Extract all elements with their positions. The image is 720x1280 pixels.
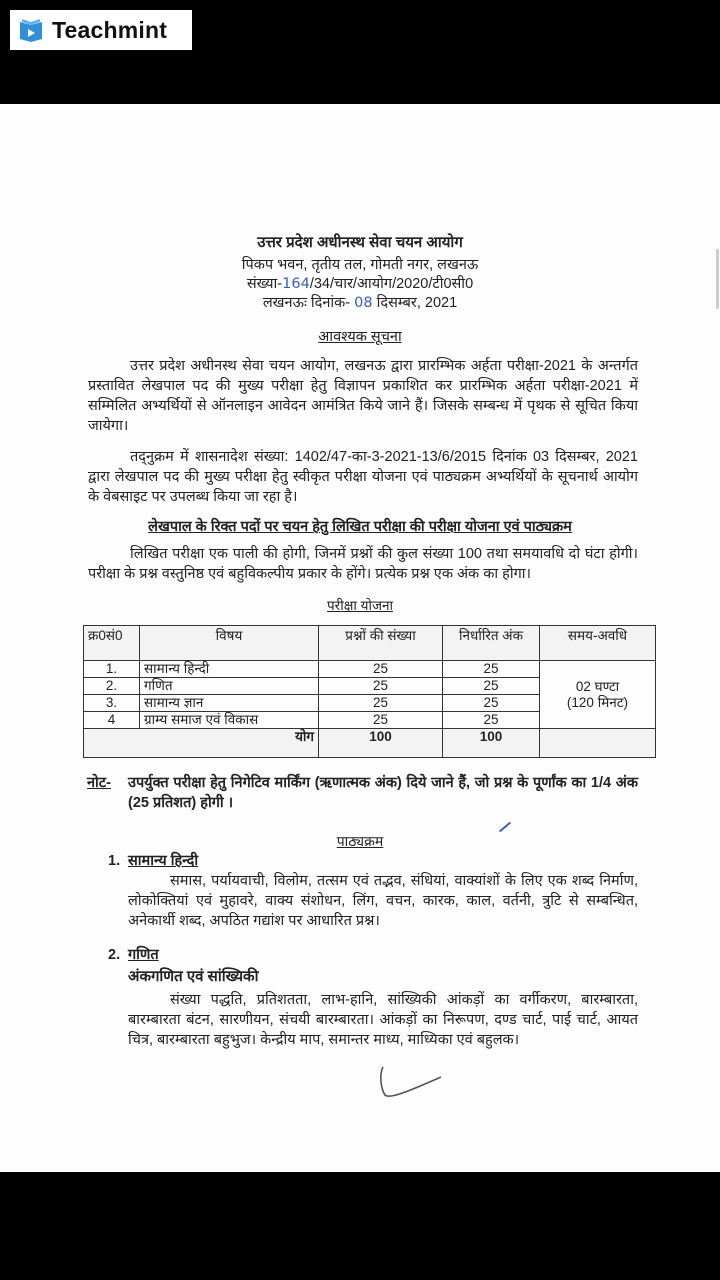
row-marks: 25 xyxy=(443,661,540,678)
table-header-row xyxy=(84,626,656,661)
book-play-icon xyxy=(18,17,44,43)
syllabus-item-text: समास, पर्यायवाची, विलोम, तत्सम एवं तद्भव, संधियां, वाक्यांशों के लिए एक शब्द निर्माण, लोकोक्तियां एवं मुहावरे, वाक्य संशोधन, लिंग, वचन, कारक, काल, वर्तनी, त्रुटि से सम्बन्धित, अनेकार्थी शब्द, अपठित गद्यांश पर आधारित प्रश्न। xyxy=(128,873,638,929)
total-marks: 100 xyxy=(443,729,540,758)
paragraph-1: उत्तर प्रदेश अधीनस्थ सेवा चयन आयोग, लखनऊ द्वारा प्रारम्भिक अर्हता परीक्षा-2021 के अन्तर्गत प्रस्तावित लेखपाल पद की मुख्य परीक्षा हेतु विज्ञापन प्रकाशित कर प्रारम्भिक अर्हता परीक्षा-2021 में सम्मिलित अभ्यर्थियों से ऑनलाइन आवेदन आमंत्रित किये जाने हैं। जिसके सम्बन्ध में पृथक से सूचित किया जायेगा। xyxy=(88,358,638,434)
syllabus-item-num: 2. xyxy=(108,947,121,963)
total-empty-cell xyxy=(540,729,656,758)
row-questions: 25 xyxy=(319,712,443,729)
date-prefix: लखनऊः दिनांक- xyxy=(262,295,351,311)
org-name: उत्तर प्रदेश अधीनस्थ सेवा चयन आयोग xyxy=(257,234,463,251)
table-title: परीक्षा योजना xyxy=(327,598,393,613)
syllabus-item-title: सामान्य हिन्दी xyxy=(128,853,199,869)
duration-cell xyxy=(540,661,656,729)
org-address: पिकप भवन, तृतीय तल, गोमती नगर, लखनऊ xyxy=(241,257,479,273)
paragraph-3: लिखित परीक्षा एक पाली की होगी, जिनमें प्रश्नों की कुल संख्या 100 तथा समयावधि दो घंटा होगी। परीक्षा के प्रश्न वस्तुनिष्ठ एवं बहुविकल्पीय प्रकार के होंगे। प्रत्येक प्रश्न एक अंक का होगा। xyxy=(88,546,638,582)
section-title: लेखपाल के रिक्त पदों पर चयन हेतु लिखित परीक्षा की परीक्षा योजना एवं पाठ्यक्रम xyxy=(148,519,572,535)
row-subject: सामान्य हिन्दी xyxy=(140,661,319,678)
header-duration: समय-अवधि xyxy=(540,626,656,661)
syllabus-item-text: संख्या पद्धति, प्रतिशतता, लाभ-हानि, सांख्यिकी आंकड़ों का वर्गीकरण, बारम्बारता, बारम्बारता बंटन, सारणीयन, संचयी बारम्बारता। आंकड़ों का निरूपण, दण्ड चार्ट, पाई चार्ट, आयत चित्र, बारम्बारता बहुभुज। केन्द्रीय माप, समान्तर माध्य, माध्यिका एवं बहुलक। xyxy=(128,992,638,1048)
syllabus-item-title: गणित xyxy=(128,947,159,963)
row-sn: 2. xyxy=(84,678,140,695)
ref-handwritten: 164 xyxy=(282,276,310,292)
total-label: योग xyxy=(84,729,319,758)
row-sn: 4 xyxy=(84,712,140,729)
notice-date xyxy=(0,294,720,313)
header-marks: निर्धारित अंक xyxy=(443,626,540,661)
row-questions: 25 xyxy=(319,695,443,712)
row-sn: 1. xyxy=(84,661,140,678)
row-questions: 25 xyxy=(319,661,443,678)
row-subject: गणित xyxy=(140,678,319,695)
header-questions: प्रश्नों की संख्या xyxy=(319,626,443,661)
brand-name: Teachmint xyxy=(52,16,168,43)
header-subject: विषय xyxy=(140,626,319,661)
ref-prefix: संख्या- xyxy=(246,276,283,292)
top-bar xyxy=(0,0,720,104)
exam-scheme-table xyxy=(83,625,656,758)
reference-number xyxy=(0,275,720,294)
duration-hours: 02 घण्टा xyxy=(575,678,620,694)
header-sn: क्र0सं0 xyxy=(84,626,140,661)
row-sn: 3. xyxy=(84,695,140,712)
note-label: नोट- xyxy=(87,775,111,791)
teachmint-logo xyxy=(10,10,192,50)
syllabus-item-num: 1. xyxy=(108,853,121,869)
table-total-row xyxy=(84,729,656,758)
bottom-bar xyxy=(0,1172,720,1280)
syllabus-item-subtitle: अंकगणित एवं सांख्यिकी xyxy=(128,968,259,985)
signature xyxy=(375,1065,445,1101)
paragraph-2: तद्नुक्रम में शासनादेश संख्या: 1402/47-का-3-2021-13/6/2015 दिनांक 03 दिसम्बर, 2021 द्वारा लेखपाल पद की मुख्य परीक्षा हेतु स्वीकृत परीक्षा योजना एवं पाठ्यक्रम अभ्यर्थियों के सूचनार्थ आयोग के वेबसाइट पर उपलब्ध किया जा रहा है। xyxy=(88,449,638,505)
row-marks: 25 xyxy=(443,695,540,712)
notice-title: आवश्यक सूचना xyxy=(318,329,402,345)
date-handwritten: 08 xyxy=(354,295,373,311)
row-subject: सामान्य ज्ञान xyxy=(140,695,319,712)
syllabus-title: पाठ्यक्रम xyxy=(336,833,384,849)
row-marks: 25 xyxy=(443,712,540,729)
duration-minutes: (120 मिनट) xyxy=(566,694,629,710)
date-suffix: दिसम्बर, 2021 xyxy=(376,295,458,311)
total-questions: 100 xyxy=(319,729,443,758)
table-row xyxy=(84,661,656,678)
row-marks: 25 xyxy=(443,678,540,695)
ref-suffix: /34/चार/आयोग/2020/टी0सी0 xyxy=(309,276,474,292)
note-text: उपर्युक्त परीक्षा हेतु निगेटिव मार्किंग (ऋणात्मक अंक) दिये जाने हैं, जो प्रश्न के पूर्णांक का 1/4 अंक (25 प्रतिशत) होगी । xyxy=(128,775,638,811)
row-subject: ग्राम्य समाज एवं विकास xyxy=(140,712,319,729)
row-questions: 25 xyxy=(319,678,443,695)
